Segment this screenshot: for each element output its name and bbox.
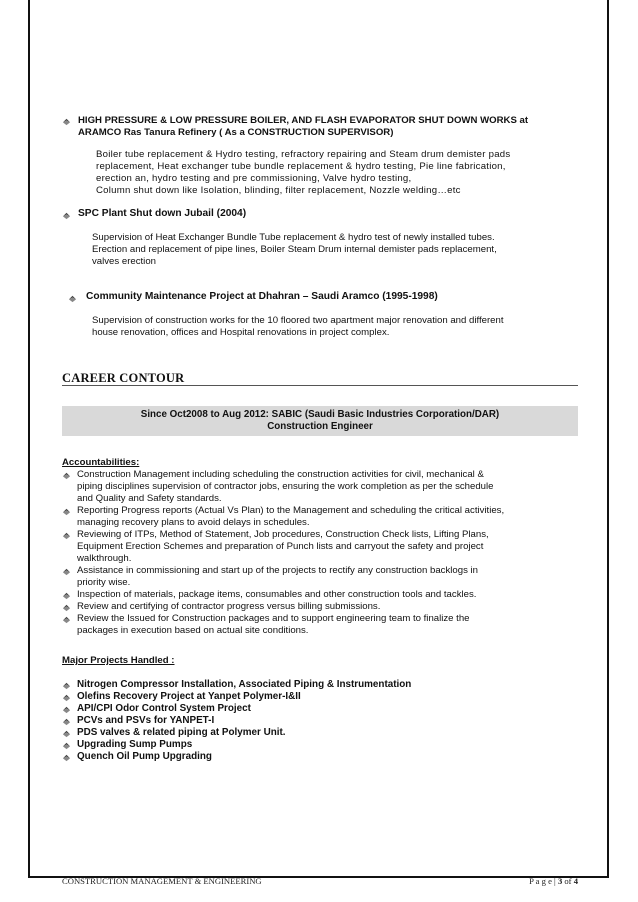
bullet-icon: [62, 471, 71, 480]
accountability-line: walkthrough.: [77, 553, 132, 564]
accountability-line: Review and certifying of contractor progress versus billing submissions.: [77, 601, 381, 612]
page-of: of: [562, 876, 574, 886]
bullet-icon: [62, 753, 71, 762]
bullet-icon: [62, 705, 71, 714]
bullet-icon: [62, 211, 71, 220]
major-project-item: Upgrading Sump Pumps: [77, 739, 193, 750]
accountability-line: Construction Management including scheduling the construction activities for civil, mechanical &: [77, 469, 484, 480]
section-heading: [62, 371, 578, 386]
bullet-icon: [62, 693, 71, 702]
project-title: ARAMCO Ras Tanura Refinery ( As a CONSTRUCTION SUPERVISOR): [78, 127, 394, 138]
major-project-item: PCVs and PSVs for YANPET-I: [77, 715, 215, 726]
accountability-line: Equipment Erection Schemes and preparation of Punch lists and carryout the safety and project: [77, 541, 484, 552]
major-project-item: API/CPI Odor Control System Project: [77, 703, 251, 714]
project-detail: valves erection: [92, 256, 156, 267]
bullet-icon: [62, 615, 71, 624]
major-project-item: PDS valves & related piping at Polymer Unit.: [77, 727, 286, 738]
accountabilities-label: Accountabilities:: [62, 457, 140, 468]
project-detail: Boiler tube replacement & Hydro testing, refractory repairing and Steam drum demister pads: [96, 149, 511, 160]
accountability-line: Review the Issued for Construction packages and to support engineering team to finalize the: [77, 613, 470, 624]
major-projects-label: Major Projects Handled :: [62, 655, 175, 666]
bullet-icon: [62, 591, 71, 600]
major-project-item: Quench Oil Pump Upgrading: [77, 751, 212, 762]
bullet-icon: [62, 681, 71, 690]
accountability-line: managing recovery plans to avoid delays in schedules.: [77, 517, 310, 528]
project-title: HIGH PRESSURE & LOW PRESSURE BOILER, AND FLASH EVAPORATOR SHUT DOWN WORKS at: [78, 115, 529, 126]
position-band: [62, 406, 578, 436]
project-detail: Column shut down like Isolation, blinding, filter replacement, Nozzle welding…etc: [96, 185, 461, 196]
major-project-item: Nitrogen Compressor Installation, Associated Piping & Instrumentation: [77, 679, 412, 690]
footer-title: CONSTRUCTION MANAGEMENT & ENGINEERING: [62, 876, 262, 886]
bullet-icon: [62, 531, 71, 540]
project-title: Community Maintenance Project at Dhahran – Saudi Aramco (1995-1998): [86, 291, 438, 302]
bullet-icon: [62, 729, 71, 738]
project-detail: erection an, hydro testing and pre commissioning, Valve hydro testing,: [96, 173, 412, 184]
accountability-line: Inspection of materials, package items, consumables and other construction tools and tackles.: [77, 589, 477, 600]
project-detail: Supervision of construction works for the 10 floored two apartment major renovation and different: [92, 315, 504, 326]
project-detail: house renovation, offices and Hospital renovations in project complex.: [92, 327, 390, 338]
bullet-icon: [62, 717, 71, 726]
project-detail: Erection and replacement of pipe lines, Boiler Steam Drum internal demister pads replacement,: [92, 244, 497, 255]
bullet-icon: [62, 117, 71, 126]
bullet-icon: [62, 603, 71, 612]
section-heading-text: CAREER CONTOUR: [62, 371, 185, 385]
bullet-icon: [62, 507, 71, 516]
bullet-icon: [68, 294, 77, 303]
accountability-line: packages in execution based on actual site conditions.: [77, 625, 309, 636]
page-current: 3: [557, 876, 563, 886]
accountability-line: Assistance in commissioning and start up of the projects to rectify any construction backlogs in: [77, 565, 478, 576]
accountability-line: priority wise.: [77, 577, 131, 588]
accountability-line: Reporting Progress reports (Actual Vs Plan) to the Management and scheduling the critical activities,: [77, 505, 505, 516]
bullet-icon: [62, 741, 71, 750]
project-detail: replacement, Heat exchanger tube bundle replacement & hydro testing, Pie line fabrication,: [96, 161, 506, 172]
project-detail: Supervision of Heat Exchanger Bundle Tube replacement & hydro test of newly installed tubes.: [92, 232, 495, 243]
bullet-icon: [62, 567, 71, 576]
page-total: 4: [573, 876, 578, 886]
accountability-line: Reviewing of ITPs, Method of Statement, Job procedures, Construction Check lists, Lifting Plans,: [77, 529, 489, 540]
major-project-item: Olefins Recovery Project at Yanpet Polymer-I&II: [77, 691, 301, 702]
position-line2: Construction Engineer: [267, 421, 373, 432]
accountability-line: piping disciplines supervision of contractor jobs, ensuring the work completion as per the schedule: [77, 481, 494, 492]
project-title: SPC Plant Shut down Jubail (2004): [78, 208, 247, 219]
page-prefix: P a g e |: [529, 876, 558, 886]
accountability-line: and Quality and Safety standards.: [77, 493, 222, 504]
position-line1: Since Oct2008 to Aug 2012: SABIC (Saudi Basic Industries Corporation/DAR): [140, 409, 500, 420]
page-number: [529, 876, 578, 886]
